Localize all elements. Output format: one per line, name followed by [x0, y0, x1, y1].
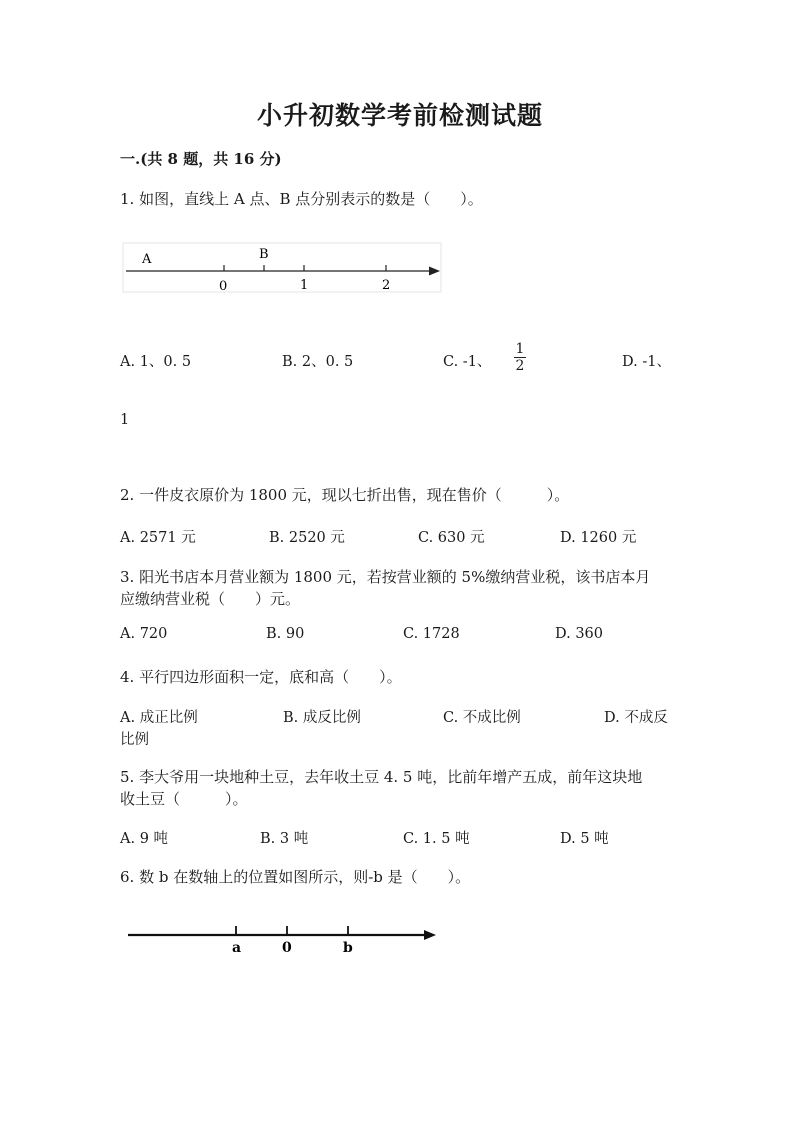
q3-option-c: C. 1728	[403, 626, 460, 642]
point-label-b: B	[259, 247, 269, 262]
q5-option-b: B. 3 吨	[260, 831, 309, 847]
q3-option-b: B. 90	[266, 626, 305, 642]
q5-option-d: D. 5 吨	[560, 831, 609, 847]
figure-border	[123, 243, 441, 292]
tick-label-1: 1	[300, 278, 309, 293]
q4-option-c: C. 不成比例	[443, 710, 521, 726]
arrow-head	[429, 267, 440, 276]
tick-label-0: 0	[219, 279, 228, 294]
q4-option-d: D. 不成反	[604, 710, 668, 726]
arrow-head	[424, 930, 436, 940]
q2-option-b: B. 2520 元	[269, 530, 345, 546]
fraction-numerator: 1	[515, 341, 525, 357]
question-6-stem: 6. 数 b 在数轴上的位置如图所示，则-b 是（ ）。	[120, 868, 471, 886]
number-line-figure-6	[120, 918, 445, 958]
q1-option-d-continued: 1	[120, 412, 130, 428]
question-3-stem-line-1: 3. 阳光书店本月营业额为 1800 元，若按营业额的 5%缴纳营业税，该书店本月	[120, 568, 651, 586]
q3-option-a: A. 720	[120, 626, 168, 642]
q4-option-d-continued: 比例	[120, 732, 149, 748]
q4-option-b: B. 成反比例	[283, 710, 361, 726]
point-label-a: A	[142, 252, 152, 267]
q1-option-c: C. -1、	[443, 354, 492, 370]
fraction	[514, 341, 526, 374]
q1-option-a: A. 1、0. 5	[120, 354, 192, 370]
page-title: 小升初数学考前检测试题	[256, 101, 543, 130]
q1-option-c-fraction	[514, 341, 526, 374]
section-heading: 一.(共 8 题，共 16 分)	[120, 150, 282, 168]
q2-option-c: C. 630 元	[418, 530, 485, 546]
q2-option-d: D. 1260 元	[560, 530, 637, 546]
point-label-a: a	[232, 940, 242, 956]
tick-label-2: 2	[382, 278, 391, 293]
point-label-b: b	[343, 940, 353, 956]
q4-option-a: A. 成正比例	[120, 710, 198, 726]
question-4-stem: 4. 平行四边形面积一定，底和高（ ）。	[120, 668, 402, 686]
q2-option-a: A. 2571 元	[120, 530, 196, 546]
question-3-stem-line-2: 应缴纳营业税（ ）元。	[120, 590, 301, 608]
question-5-stem-line-1: 5. 李大爷用一块地种土豆，去年收土豆 4. 5 吨，比前年增产五成，前年这块地	[120, 768, 643, 786]
question-5-stem-line-2: 收土豆（ ）。	[120, 790, 248, 808]
number-line-figure-1	[120, 240, 445, 296]
q1-option-b: B. 2、0. 5	[282, 354, 354, 370]
question-1-stem: 1. 如图，直线上 A 点、B 点分别表示的数是（ ）。	[120, 190, 483, 208]
q5-option-c: C. 1. 5 吨	[403, 831, 470, 847]
point-label-0: 0	[282, 940, 292, 956]
q3-option-d: D. 360	[555, 626, 604, 642]
q5-option-a: A. 9 吨	[120, 831, 169, 847]
question-2-stem: 2. 一件皮衣原价为 1800 元，现以七折出售，现在售价（ ）。	[120, 486, 570, 504]
q1-option-d: D. -1、	[622, 354, 671, 370]
fraction-denominator: 2	[515, 358, 525, 374]
